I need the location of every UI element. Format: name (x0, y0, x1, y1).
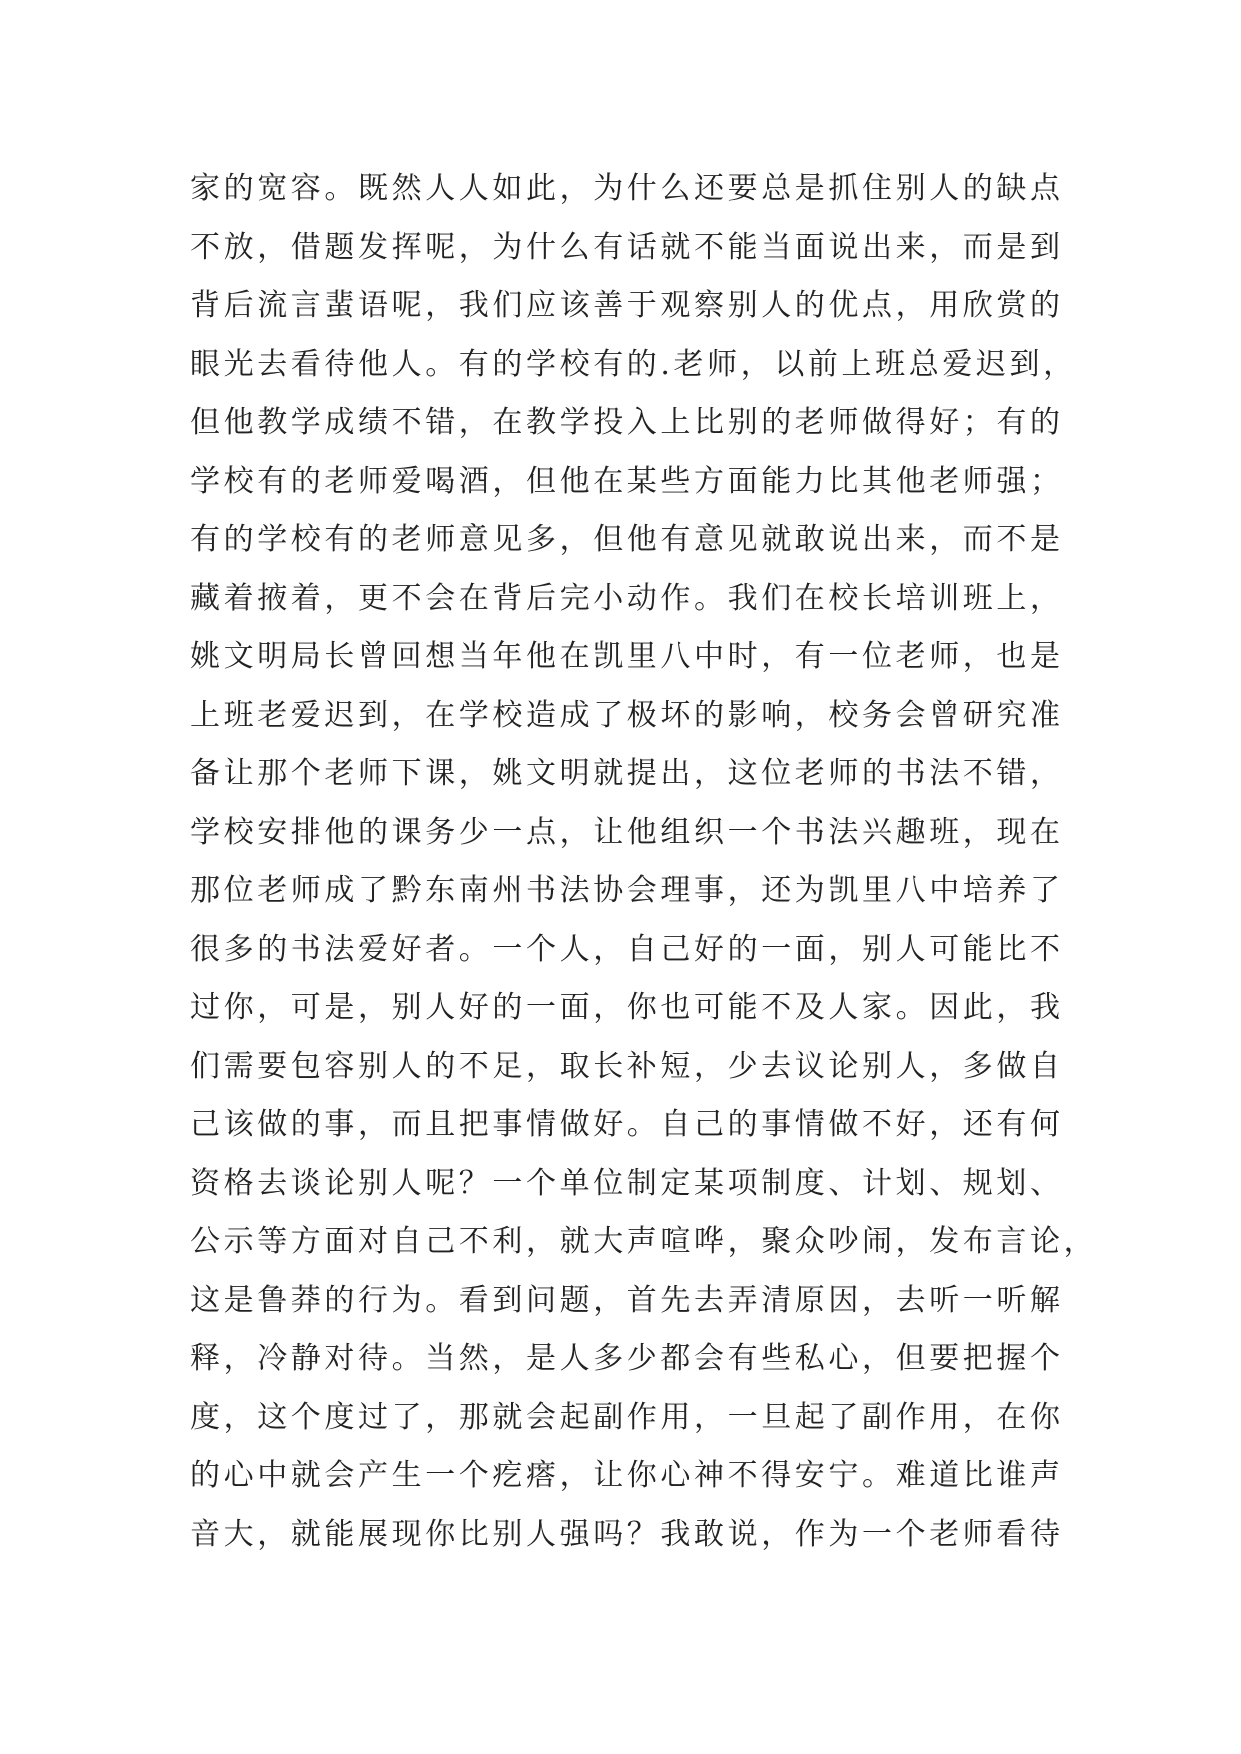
text-line: 音大，就能展现你比别人强吗？我敢说，作为一个老师看待 (190, 1516, 1064, 1552)
text-line: 学校安排他的课务少一点，让他组织一个书法兴趣班，现在 (190, 814, 1064, 850)
text-line: 家的宽容。既然人人如此，为什么还要总是抓住别人的缺点 (190, 171, 1064, 206)
text-line: 过你，可是，别人好的一面，你也可能不及人家。因此，我 (190, 990, 1064, 1025)
text-line: 学校有的老师爱喝酒，但他在某些方面能力比其他老师强； (190, 463, 1064, 499)
text-line: 己该做的事，而且把事情做好。自己的事情做不好，还有何 (190, 1107, 1064, 1142)
text-line: 姚文明局长曾回想当年他在凯里八中时，有一位老师，也是 (190, 639, 1064, 674)
text-line: 但他教学成绩不错，在教学投入上比别的老师做得好；有的 (190, 405, 1064, 440)
text-line: 备让那个老师下课，姚文明就提出，这位老师的书法不错， (190, 756, 1064, 791)
text-line: 背后流言蜚语呢，我们应该善于观察别人的优点，用欣赏的 (190, 288, 1064, 323)
text-line: 眼光去看待他人。有的学校有的.老师，以前上班总爱迟到， (190, 346, 1077, 382)
text-line: 释，冷静对待。当然，是人多少都会有些私心，但要把握个 (190, 1341, 1064, 1376)
text-line: 度，这个度过了，那就会起副作用，一旦起了副作用，在你 (190, 1399, 1064, 1435)
text-line: 藏着掖着，更不会在背后完小动作。我们在校长培训班上， (190, 580, 1064, 616)
body-text (190, 160, 1098, 1564)
text-line: 那位老师成了黔东南州书法协会理事，还为凯里八中培养了 (190, 873, 1064, 908)
text-line: 上班老爱迟到，在学校造成了极坏的影响，校务会曾研究准 (190, 697, 1064, 733)
text-line: 有的学校有的老师意见多，但他有意见就敢说出来，而不是 (190, 522, 1064, 557)
text-line: 的心中就会产生一个疙瘩，让你心神不得安宁。难道比谁声 (190, 1458, 1064, 1493)
text-line: 很多的书法爱好者。一个人，自己好的一面，别人可能比不 (190, 931, 1064, 967)
text-line: 不放，借题发挥呢，为什么有话就不能当面说出来，而是到 (190, 229, 1064, 265)
text-line: 资格去谈论别人呢？一个单位制定某项制度、计划、规划、 (190, 1165, 1064, 1201)
text-line: 公示等方面对自己不利，就大声喧哗，聚众吵闹，发布言论， (190, 1224, 1098, 1259)
text-line: 这是鲁莽的行为。看到问题，首先去弄清原因，去听一听解 (190, 1282, 1064, 1318)
text-line: 们需要包容别人的不足，取长补短，少去议论别人，多做自 (190, 1048, 1064, 1084)
